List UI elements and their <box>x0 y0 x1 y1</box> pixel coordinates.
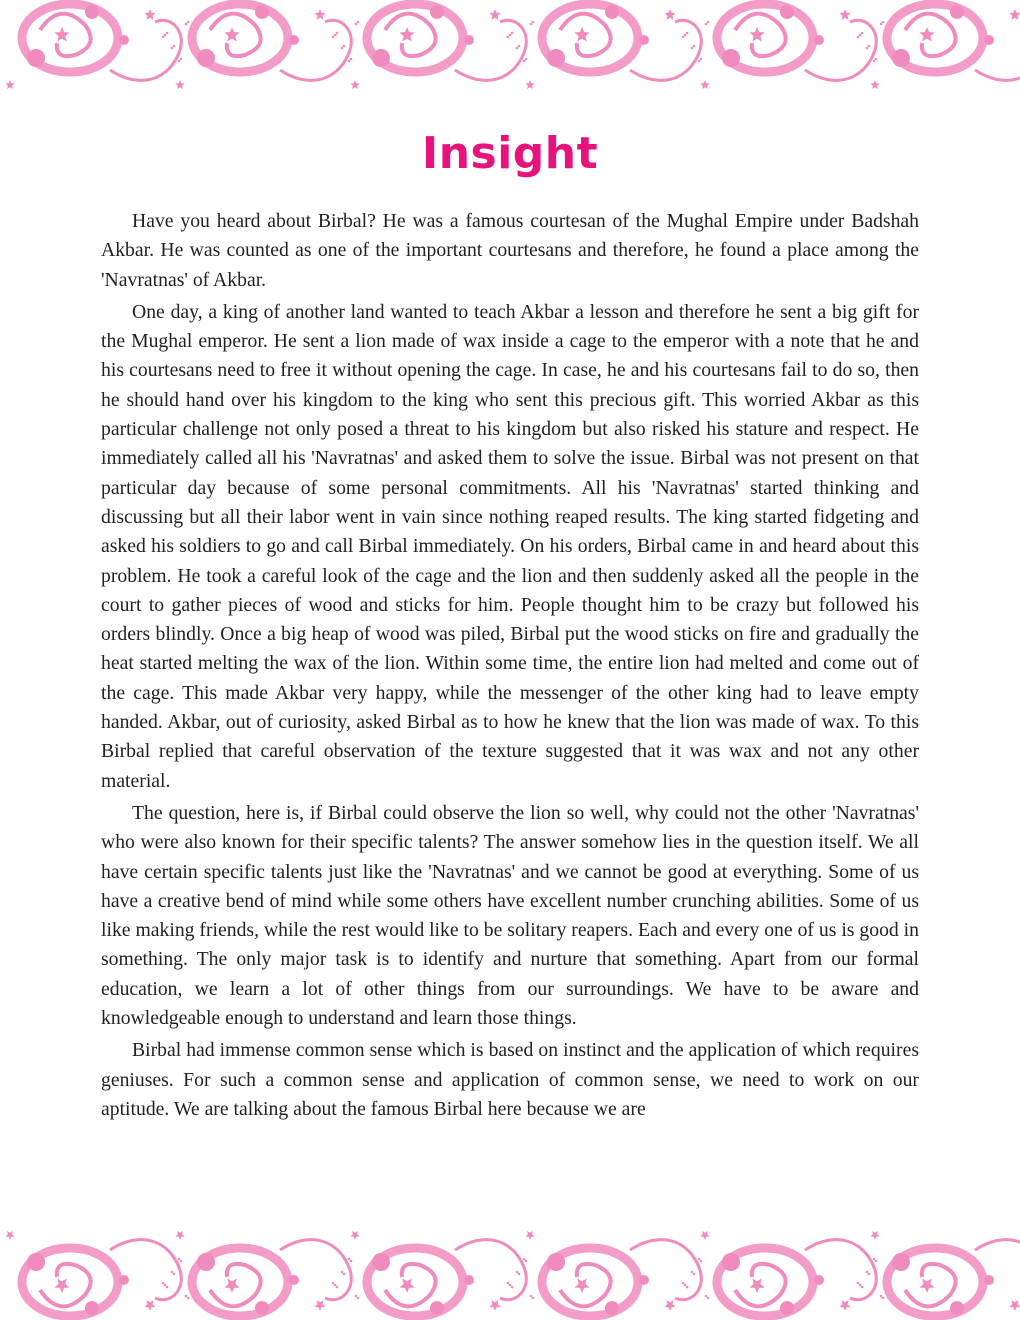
sparkle-dot <box>336 1286 339 1289</box>
star-icon <box>1009 1300 1020 1311</box>
sparkle-dot <box>348 60 351 63</box>
sparkle-dot <box>686 1286 689 1289</box>
sparkle-dot <box>866 1271 869 1274</box>
ornament-bead <box>892 1253 910 1271</box>
ornament-bead <box>950 5 964 19</box>
star-icon <box>54 27 69 42</box>
sparkle-dot <box>180 1260 183 1263</box>
sparkle-dot <box>682 36 685 39</box>
sparkle-dot <box>171 47 174 50</box>
swirl-ornament <box>0 1215 1020 1320</box>
page-title: Insight <box>421 128 599 179</box>
sparkle-dot <box>868 45 871 48</box>
sparkle-dot <box>707 21 710 24</box>
sparkle-dot <box>882 21 885 24</box>
sparkle-dot <box>511 1286 514 1289</box>
star-icon <box>314 9 325 20</box>
ornament-bead <box>430 1301 444 1315</box>
sparkle-dot <box>868 1273 871 1276</box>
star-icon <box>749 1279 764 1294</box>
sparkle-dot <box>880 1295 883 1298</box>
sparkle-dot <box>164 34 167 37</box>
star-icon <box>399 1279 414 1294</box>
star-icon <box>749 27 764 42</box>
sparkle-dot <box>187 21 190 24</box>
sparkle-dot <box>873 60 876 63</box>
sparkle-dot <box>682 1282 685 1285</box>
star-icon <box>314 1300 325 1311</box>
star-icon <box>700 80 710 89</box>
sparkle-dot <box>350 58 353 61</box>
ornament-bead <box>255 5 269 19</box>
sparkle-dot <box>180 58 183 61</box>
sparkle-dot <box>679 1299 682 1302</box>
ornament-bead <box>984 35 994 45</box>
star-icon <box>664 1300 675 1311</box>
sparkle-dot <box>875 58 878 61</box>
sparkle-dot <box>857 36 860 39</box>
sparkle-dot <box>516 1271 519 1274</box>
sparkle-dot <box>857 1282 860 1285</box>
sparkle-dot <box>875 1260 878 1263</box>
sparkle-dot <box>511 32 514 35</box>
ornament-bead <box>372 49 390 67</box>
star-icon <box>5 1231 15 1240</box>
sparkle-dot <box>532 1297 535 1300</box>
sparkle-dot <box>336 32 339 35</box>
star-icon <box>525 80 535 89</box>
ornament-bead <box>639 1275 649 1285</box>
sparkle-dot <box>507 1282 510 1285</box>
sparkle-dot <box>357 21 360 24</box>
sparkle-dot <box>530 1295 533 1298</box>
sparkle-dot <box>679 19 682 22</box>
ornament-bead <box>722 49 740 67</box>
star-icon <box>54 1279 69 1294</box>
ornament-bead <box>605 1301 619 1315</box>
sparkle-dot <box>705 23 708 26</box>
sparkle-dot <box>684 34 687 37</box>
ornament-bead <box>639 35 649 45</box>
ornament-bead <box>372 1253 390 1271</box>
ornament-bead <box>85 5 99 19</box>
sparkle-dot <box>532 21 535 24</box>
sparkle-dot <box>698 60 701 63</box>
paragraph-4: Birbal had immense common sense which is based on instinct and the application of which requires geniuses. For such a common sense and application of common sense, we need to work on our aptitude. We are talking about the famous Birbal here because we are <box>101 1039 919 1120</box>
sparkle-dot <box>859 34 862 37</box>
sparkle-dot <box>693 1273 696 1276</box>
ornament-bead <box>464 35 474 45</box>
sparkle-dot <box>700 58 703 61</box>
star-icon <box>574 1279 589 1294</box>
sparkle-dot <box>686 32 689 35</box>
sparkle-dot <box>866 47 869 50</box>
sparkle-dot <box>691 1271 694 1274</box>
ornament-bead <box>464 1275 474 1285</box>
sparkle-dot <box>166 1286 169 1289</box>
sparkle-dot <box>707 1297 710 1300</box>
sparkle-dot <box>698 1258 701 1261</box>
star-icon <box>489 9 500 20</box>
sparkle-dot <box>509 34 512 37</box>
ornament-bead <box>119 1275 129 1285</box>
sparkle-dot <box>171 1271 174 1274</box>
star-icon <box>525 1231 535 1240</box>
sparkle-dot <box>178 1258 181 1261</box>
sparkle-dot <box>504 1299 507 1302</box>
star-icon <box>399 27 414 42</box>
star-icon <box>664 9 675 20</box>
sparkle-dot <box>350 1260 353 1263</box>
star-icon <box>700 1231 710 1240</box>
ornament-bead <box>430 5 444 19</box>
ornament-bead <box>289 1275 299 1285</box>
sparkle-dot <box>880 23 883 26</box>
sparkle-dot <box>355 23 358 26</box>
star-icon <box>350 80 360 89</box>
sparkle-dot <box>854 1299 857 1302</box>
star-icon <box>224 27 239 42</box>
ornament-bead <box>27 49 45 67</box>
star-icon <box>839 9 850 20</box>
ornament-bead <box>780 5 794 19</box>
ornament-bead <box>119 35 129 45</box>
sparkle-dot <box>343 1273 346 1276</box>
sparkle-dot <box>332 36 335 39</box>
star-icon <box>144 9 155 20</box>
sparkle-dot <box>693 45 696 48</box>
sparkle-dot <box>159 19 162 22</box>
ornament-bead <box>85 1301 99 1315</box>
sparkle-dot <box>882 1297 885 1300</box>
sparkle-dot <box>178 60 181 63</box>
swirl-ornament <box>0 0 1020 105</box>
sparkle-dot <box>684 1284 687 1287</box>
sparkle-dot <box>332 1282 335 1285</box>
sparkle-dot <box>185 1295 188 1298</box>
sparkle-dot <box>164 1284 167 1287</box>
sparkle-dot <box>700 1260 703 1263</box>
sparkle-dot <box>185 23 188 26</box>
ornament-bead <box>780 1301 794 1315</box>
sparkle-dot <box>162 1282 165 1285</box>
star-icon <box>1009 9 1020 20</box>
sparkle-dot <box>334 34 337 37</box>
star-icon <box>224 1279 239 1294</box>
sparkle-dot <box>173 45 176 48</box>
ornament-bead <box>547 49 565 67</box>
ornament-bead <box>814 1275 824 1285</box>
sparkle-dot <box>159 1299 162 1302</box>
sparkle-dot <box>509 1284 512 1287</box>
ornament-bead <box>27 1253 45 1271</box>
sparkle-dot <box>530 23 533 26</box>
sparkle-dot <box>518 1273 521 1276</box>
ornament-bead <box>197 1253 215 1271</box>
sparkle-dot <box>329 1299 332 1302</box>
article-body <box>101 207 919 1127</box>
ornament-bead <box>814 35 824 45</box>
sparkle-dot <box>355 1295 358 1298</box>
sparkle-dot <box>504 19 507 22</box>
paragraph-3: The question, here is, if Birbal could observe the lion so well, why could not the other 'Navratnas' who were also known for their specific talents? The answer somehow lies in the question itself. We all have certain specific talents just like the 'Navratnas' and we cannot be good at everything. Some of us have a creative bend of mind while some others have excellent number crunching abilities. Some of us like making friends, while the rest would like to be solitary reapers. Each and every one of us is good in something. The only major task is to identify and nurture that something. Apart from our formal education, we learn a lot of other things from our surroundings. We have to be aware and knowledgeable enough to understand and learn those things. <box>101 801 919 1030</box>
top-decorative-border <box>0 0 1020 105</box>
sparkle-dot <box>873 1258 876 1261</box>
sparkle-dot <box>341 1271 344 1274</box>
sparkle-dot <box>861 1286 864 1289</box>
sparkle-dot <box>523 1258 526 1261</box>
ornament-bead <box>255 1301 269 1315</box>
star-icon <box>574 27 589 42</box>
sparkle-dot <box>525 1260 528 1263</box>
star-icon <box>919 1279 934 1294</box>
sparkle-dot <box>854 19 857 22</box>
star-icon <box>839 1300 850 1311</box>
sparkle-dot <box>691 47 694 50</box>
sparkle-dot <box>523 60 526 63</box>
bottom-decorative-border <box>0 1215 1020 1320</box>
ornament-bead <box>197 49 215 67</box>
sparkle-dot <box>187 1297 190 1300</box>
star-icon <box>175 1231 185 1240</box>
ornament-bead <box>547 1253 565 1271</box>
paragraph-2: One day, a king of another land wanted to teach Akbar a lesson and therefore he sent a big gift for the Mughal emperor. He sent a lion made of wax inside a cage to the emperor with a note that he and his courtesans need to free it without opening the cage. In case, he and his courtesans fail to do so, then he should hand over his kingdom to the king who sent this precious gift. This worried Akbar as this particular challenge not only posed a threat to his kingdom but also risked his stature and respect. He immediately called all his 'Navratnas' and asked them to solve the issue. Birbal was not present on that particular day because of some personal commitments. All his 'Navratnas' started thinking and discussing but all their labor went in vain since nothing reaped results. The king started fidgeting and asked his soldiers to go and call Birbal immediately. On his orders, Birbal came in and heard about this problem. He took a careful look of the cage and the lion and then suddenly asked all the people in the court to gather pieces of wood and sticks for him. People thought him to be crazy but followed his orders blindly. Once a big heap of wood was piled, Birbal put the wood sticks on fire and gradually the heat started melting the wax of the lion. Within some time, the entire lion had melted and come out of the cage. This made Akbar very happy, while the messenger of the other king had to leave empty handed. Akbar, out of curiosity, asked Birbal as to how he knew that the lion was made of wax. To this Birbal replied that careful observation of the texture suggested that it was wax and not any other material. <box>101 300 919 792</box>
sparkle-dot <box>343 45 346 48</box>
sparkle-dot <box>348 1258 351 1261</box>
sparkle-dot <box>861 32 864 35</box>
sparkle-dot <box>705 1295 708 1298</box>
star-icon <box>870 80 880 89</box>
ornament-bead <box>722 1253 740 1271</box>
star-icon <box>144 1300 155 1311</box>
star-icon <box>175 80 185 89</box>
ornament-bead <box>950 1301 964 1315</box>
sparkle-dot <box>507 36 510 39</box>
sparkle-dot <box>162 36 165 39</box>
sparkle-dot <box>357 1297 360 1300</box>
sparkle-dot <box>341 47 344 50</box>
star-icon <box>870 1231 880 1240</box>
sparkle-dot <box>173 1273 176 1276</box>
sparkle-dot <box>516 47 519 50</box>
sparkle-dot <box>525 58 528 61</box>
sparkle-dot <box>518 45 521 48</box>
ornament-bead <box>892 49 910 67</box>
ornament-bead <box>289 35 299 45</box>
star-icon <box>919 27 934 42</box>
sparkle-dot <box>329 19 332 22</box>
sparkle-dot <box>166 32 169 35</box>
ornament-bead <box>984 1275 994 1285</box>
star-icon <box>350 1231 360 1240</box>
star-icon <box>489 1300 500 1311</box>
ornament-bead <box>605 5 619 19</box>
sparkle-dot <box>334 1284 337 1287</box>
paragraph-1: Have you heard about Birbal? He was a famous courtesan of the Mughal Empire under Badshah Akbar. He was counted as one of the important courtesans and therefore, he found a place among the 'Navratnas' of Akbar. <box>101 210 919 291</box>
star-icon <box>5 80 15 89</box>
sparkle-dot <box>859 1284 862 1287</box>
